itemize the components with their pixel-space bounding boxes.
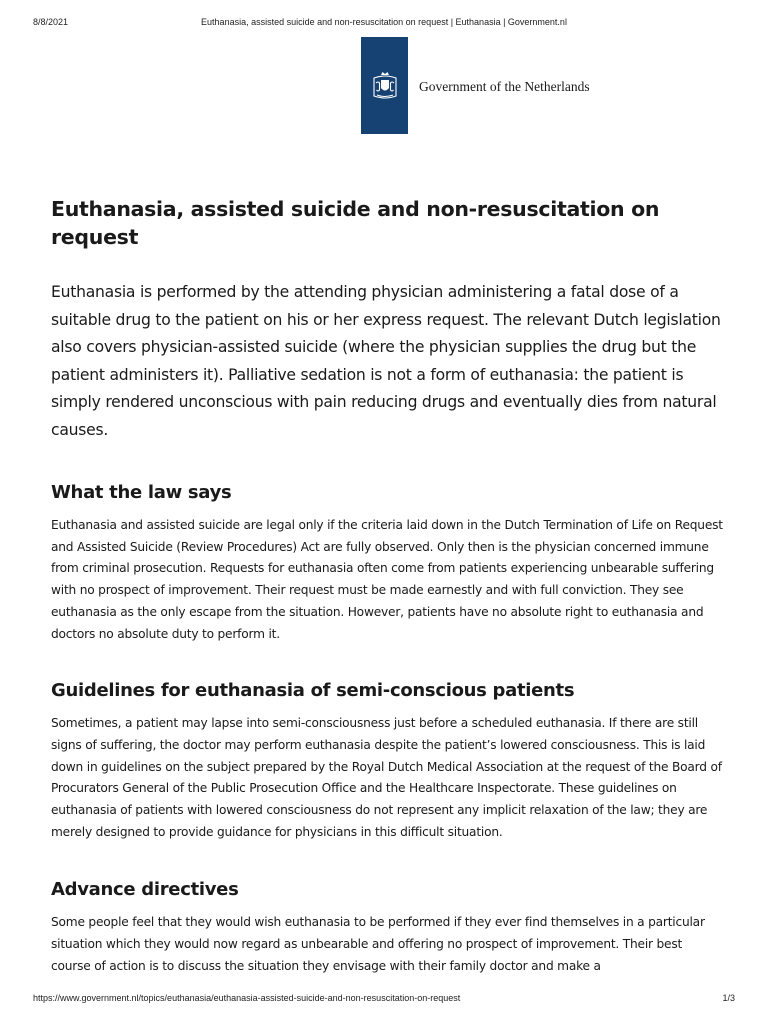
royal-coat-of-arms-icon — [368, 69, 402, 103]
intro-paragraph: Euthanasia is performed by the attending physician administering a fatal dose of a suitable drug to the patient on his or her express request. The relevant Dutch legislation also covers physician-assisted suicide (where the physician supplies the drug but the patient administers it). Palliative sedation is not a form of euthanasia: the patient is simply rendered unconscious with pain reducing drugs and eventually dies from natural causes. — [51, 283, 721, 439]
section-body: Sometimes, a patient may lapse into semi-consciousness just before a scheduled euthanasia. If there are still signs of suffering, the doctor may perform euthanasia despite the patient’s lowered consciousness. This is laid down in guidelines on the subject prepared by the Royal Dutch Medical Association at the request of the Board of Procurators General of the Public Prosecution Office and the Healthcare Inspectorate. These guidelines on euthanasia of patients with lowered consciousness do not represent any implicit relaxation of the law; they are merely designed to provide guidance for physicians in this difficult situation. — [51, 716, 722, 839]
section-heading: What the law says — [51, 482, 232, 503]
print-footer — [33, 993, 735, 1005]
page-title: Euthanasia, assisted suicide and non-resuscitation on request — [51, 197, 660, 249]
section-what-the-law-says — [51, 480, 723, 645]
section-heading: Guidelines for euthanasia of semi-conscious patients — [51, 680, 575, 702]
logo[interactable] — [361, 37, 408, 134]
section-heading: Advance directives — [51, 879, 239, 901]
brand-name[interactable]: Government of the Netherlands — [419, 78, 590, 94]
site-brand[interactable] — [361, 37, 590, 134]
section-advance-directives — [51, 877, 723, 977]
print-page-title: Euthanasia, assisted suicide and non-resuscitation on request | Euthanasia | Government.nl — [201, 17, 567, 27]
section-body: Some people feel that they would wish euthanasia to be performed if they ever find themselves in a particular situation which they would now regard as unbearable and offering no prospect of improvement. Their best course of action is to discuss the situation they envisage with their family doctor and make a — [51, 915, 705, 973]
page-url: https://www.government.nl/topics/euthanasia/euthanasia-assisted-suicide-and-non-resuscitation-on-request — [33, 993, 461, 1003]
page-number: 1/3 — [722, 993, 735, 1003]
section-body: Euthanasia and assisted suicide are legal only if the criteria laid down in the Dutch Termination of Life on Request and Assisted Suicide (Review Procedures) Act are fully observed. Only then is the physician concerned immune from criminal prosecution. Requests for euthanasia often come from patients experiencing unbearable suffering with no prospect of improvement. Their request must be made earnestly and with full conviction. They see euthanasia as the only escape from the situation. However, patients have no absolute right to euthanasia and doctors no absolute duty to perform it. — [51, 518, 723, 641]
article — [51, 195, 723, 978]
section-guidelines-semi-conscious — [51, 678, 723, 843]
print-header — [33, 17, 735, 31]
print-date: 8/8/2021 — [33, 17, 69, 27]
